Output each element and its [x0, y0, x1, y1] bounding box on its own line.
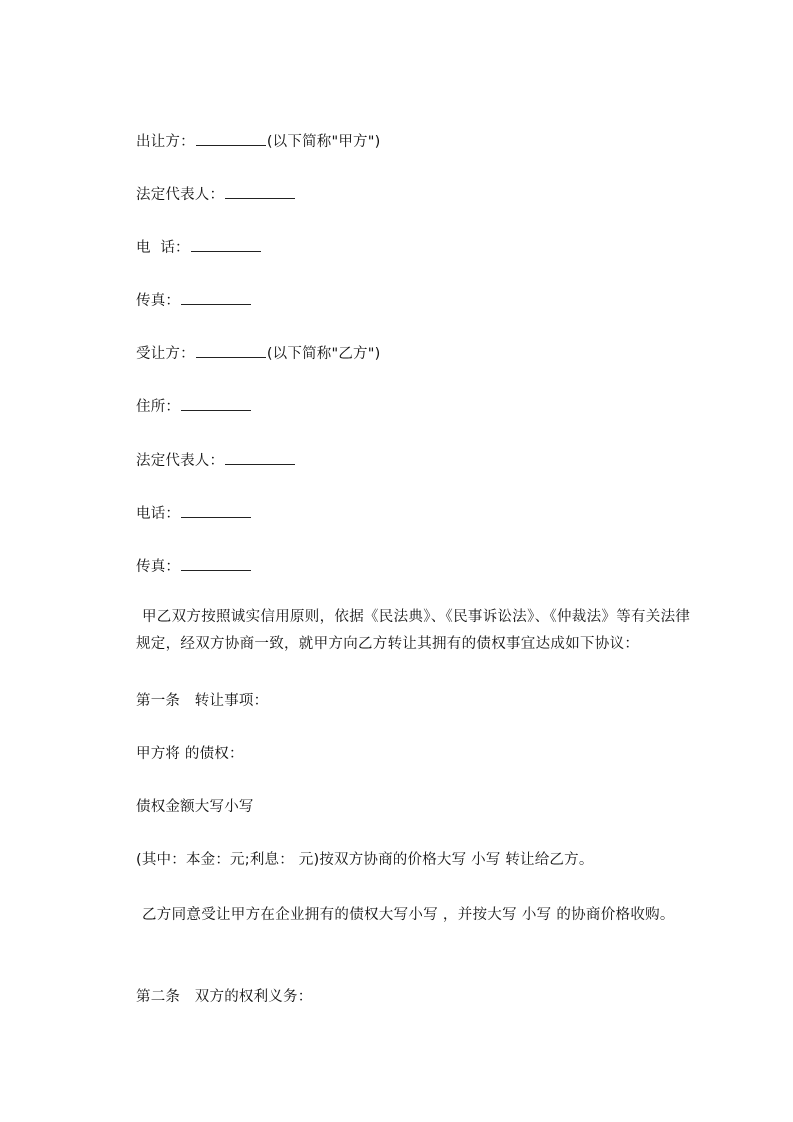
assignee-blank — [196, 345, 266, 358]
assignee-fax-label: 传真： — [136, 559, 181, 575]
assignee-line — [136, 344, 380, 364]
assignor-phone-line — [136, 238, 262, 258]
assignee-representative-line — [136, 451, 296, 471]
assignee-representative-blank — [225, 452, 295, 465]
assignor-phone-label: 电 话： — [136, 240, 190, 256]
assignor-representative-line — [136, 185, 296, 205]
assignee-phone-blank — [181, 505, 251, 518]
assignor-representative-label: 法定代表人： — [136, 187, 225, 203]
article1-paragraph: 乙方同意受让甲方在企业拥有的债权大写小写 ，并按大写 小写 的协商价格收购。 — [142, 907, 675, 923]
assignor-phone-blank — [191, 239, 261, 252]
assignor-line — [136, 132, 380, 152]
assignee-phone-line — [136, 504, 252, 524]
article1-line3: (其中：本金：元;利息： 元)按双方协商的价格大写 小写 转让给乙方。 — [136, 852, 594, 868]
assignor-blank — [196, 133, 266, 146]
assignee-fax-line — [136, 557, 252, 577]
assignor-fax-label: 传真： — [136, 293, 181, 309]
assignee-label: 受让方： — [136, 346, 195, 362]
article1-line1: 甲方将 的债权： — [136, 746, 244, 762]
assignee-address-blank — [181, 398, 251, 411]
assignor-representative-blank — [225, 186, 295, 199]
assignee-phone-label: 电话： — [136, 506, 181, 522]
article1-title: 第一条 转让事项： — [136, 693, 269, 709]
article1-line2: 债权金额大写小写 — [136, 799, 254, 815]
assignor-fax-line — [136, 291, 252, 311]
assignee-representative-label: 法定代表人： — [136, 453, 225, 469]
assignee-suffix: (以下简称"乙方") — [266, 346, 381, 362]
intro-paragraph: 甲乙双方按照诚实信用原则，依据《民法典》、《民事诉讼法》、《仲裁法》等有关法律规定，经双方协商一致，就甲方向乙方转让其拥有的债权事宜达成如下协议： — [136, 609, 691, 652]
assignee-address-line — [136, 397, 252, 417]
article2-title: 第二条 双方的权利义务： — [136, 989, 313, 1005]
assignor-suffix: (以下简称"甲方") — [266, 134, 381, 150]
assignee-address-label: 住所： — [136, 399, 181, 415]
assignor-label: 出让方： — [136, 134, 195, 150]
assignor-fax-blank — [181, 292, 251, 305]
assignee-fax-blank — [181, 558, 251, 571]
